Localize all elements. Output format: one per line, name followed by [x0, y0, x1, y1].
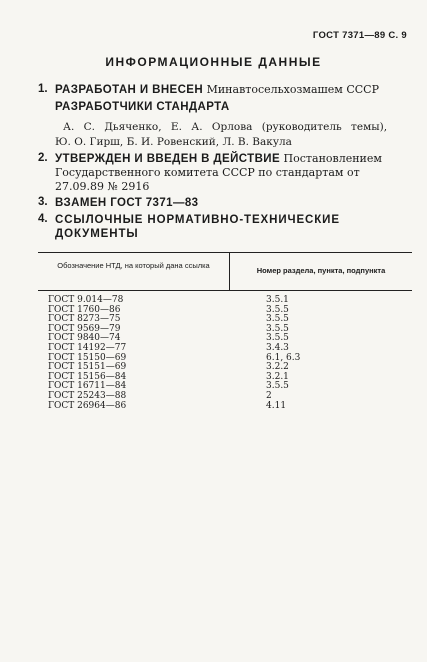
section-text: Постановлением Государственного комитета СССР по стандартам от 27.09.89 № 2916 — [55, 152, 382, 193]
table-top-rule — [38, 252, 412, 253]
table-cell-section: 3.5.5 — [266, 323, 289, 334]
section-number: 3. — [38, 196, 48, 208]
table-cell-section: 4.11 — [266, 400, 287, 411]
page-title: ИНФОРМАЦИОННЫЕ ДАННЫЕ — [105, 55, 322, 69]
table-column-divider — [229, 253, 230, 290]
table-cell-document: ГОСТ 15150—69 — [48, 352, 127, 363]
section-3 — [38, 196, 412, 210]
section-1 — [38, 83, 412, 97]
table-cell-section: 3.4.3 — [266, 342, 289, 353]
table-cell-document: ГОСТ 9569—79 — [48, 323, 121, 334]
table-cell-section: 2 — [266, 390, 272, 401]
section-number: 2. — [38, 152, 48, 164]
section-4 — [38, 213, 412, 241]
table-cell-section: 3.5.5 — [266, 314, 289, 325]
table-cell-document: ГОСТ 9.014—78 — [48, 295, 124, 305]
table-cell-section: 3.5.5 — [266, 333, 289, 344]
table-header-section: Номер раздела, пункта, подпункта — [256, 266, 386, 275]
section-heading: УТВЕРЖДЕН И ВВЕДЕН В ДЕЙСТВИЕ — [55, 153, 281, 165]
table-cell-document: ГОСТ 15151—69 — [48, 362, 127, 373]
table-header-rule — [38, 290, 412, 291]
document-code-header: ГОСТ 7371—89 С. 9 — [312, 30, 407, 41]
section-number: 1. — [38, 83, 48, 95]
table-body — [48, 296, 408, 411]
table-cell-document: ГОСТ 25243—88 — [48, 390, 127, 401]
table-header-document: Обозначение НТД, на который дана ссылка — [57, 261, 210, 270]
section-2 — [38, 152, 412, 194]
section-text: Минавтосельхозмашем СССР — [206, 83, 379, 96]
section-heading: ССЫЛОЧНЫЕ НОРМАТИВНО-ТЕХНИЧЕСКИЕ ДОКУМЕНТЫ — [55, 214, 340, 240]
section-heading: ВЗАМЕН ГОСТ 7371—83 — [55, 197, 199, 209]
table-cell-document: ГОСТ 9840—74 — [48, 333, 121, 344]
table-cell-document: ГОСТ 26964—86 — [48, 400, 127, 411]
table-cell-section: 3.2.2 — [266, 362, 289, 373]
table-cell-section: 6.1, 6.3 — [266, 352, 301, 363]
section-heading: РАЗРАБОТАН И ВНЕСЕН — [55, 84, 204, 96]
table-cell-document: ГОСТ 14192—77 — [48, 342, 127, 353]
table-cell-section: 3.5.5 — [266, 381, 289, 392]
table-cell-document: ГОСТ 1760—86 — [48, 304, 121, 315]
table-cell-section: 3.5.5 — [266, 304, 289, 315]
table-cell-document: ГОСТ 8273—75 — [48, 314, 121, 325]
table-cell-document: ГОСТ 15156—84 — [48, 371, 127, 382]
developers-line-2: Ю. О. Гирш, Б. И. Ровенский, Л. В. Вакула — [55, 136, 292, 148]
developers-heading: РАЗРАБОТЧИКИ СТАНДАРТА — [55, 101, 230, 113]
table-cell-section: 3.5.1 — [266, 295, 289, 305]
section-number: 4. — [38, 213, 48, 225]
table-row — [48, 402, 408, 412]
developers-line-1: А. С. Дьяченко, Е. А. Орлова (руководитель темы), — [63, 121, 388, 133]
developers-names — [55, 120, 413, 150]
table-cell-section: 3.2.1 — [266, 371, 289, 382]
table-cell-document: ГОСТ 16711—84 — [48, 381, 127, 392]
